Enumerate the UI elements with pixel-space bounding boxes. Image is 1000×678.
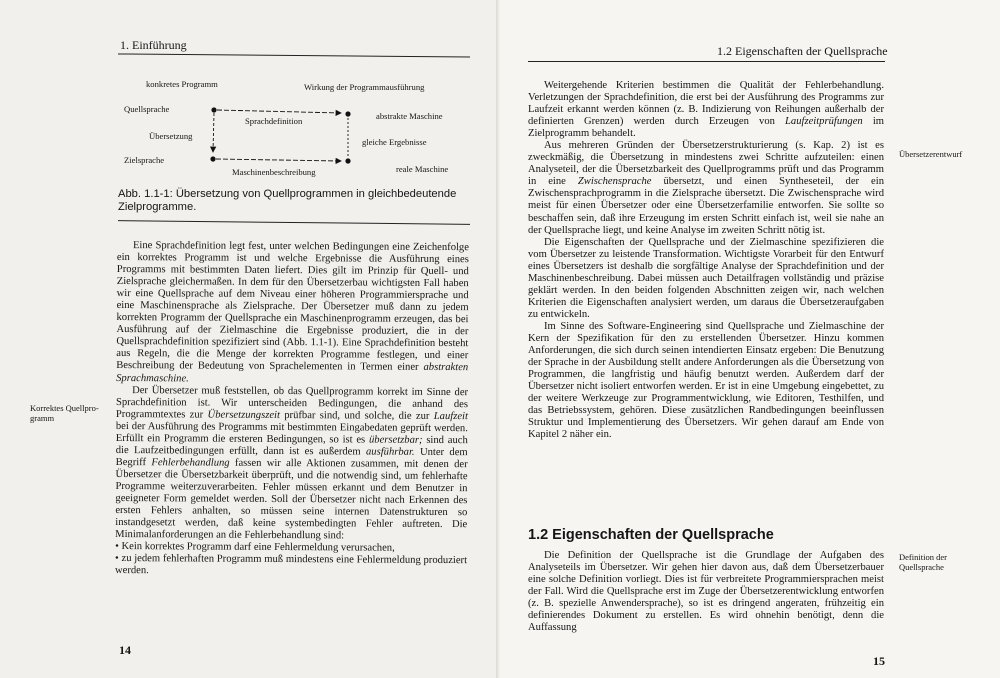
paragraph: Eine Sprachdefinition legt fest, unter welchen Bedingungen eine Zeichenfolge ein korrektes Programm ist und welche Ergebnisse die Ausführung eines Programms mit bestimmten Daten liefert. Dies gilt im Prinzip für Quell- und Zielsprache gleichermaßen. In dem für den Übersetzerbau wichtigsten Fall haben wir eine Quellsprache auf dem Niveau einer höheren Programmiersprache und eine Maschinensprache als Zielsprache. Der Übersetzer muß dann zu jedem korrekten Programm der Quellsprache ein Maschinenprogramm erzeugen, das bei Ausführung auf der Zielmaschine die Ergebnisse produziert, die in der Quellsprachdefinition spezifiziert sind (Abb. 1.1-1). Eine Sprachdefinition besteht aus Regeln, die die Menge der korrekten Programme festlegen, und einer Beschreibung der Bedeutung von Sprachelementen in Termen einer abstrakten Sprachmaschine. <box>116 240 469 384</box>
label-uebersetzung: Übersetzung <box>149 131 193 141</box>
label-quellsprache: Quellsprache <box>124 104 170 114</box>
paragraph: Weitergehende Kriterien bestimmen die Qualität der Fehlerbehandlung. Verletzungen der Sprachdefinition, die erst bei der Ausführung des Programms zur Laufzeit erkannt werden können (z. B. Indizierung von Reihungen außerhalb der definierten Grenzen) werden durch Erzeugen von Laufzeitprüfungen im Zielprogramm behandelt. <box>528 80 884 140</box>
margin-note-definition-quellsprache: Definition der Quellsprache <box>899 552 947 572</box>
label-reale-maschine: reale Maschine <box>396 164 449 174</box>
label-maschinenbeschreibung: Maschinenbeschreibung <box>232 167 316 177</box>
label-gleiche-ergebnisse: gleiche Ergebnisse <box>362 137 427 147</box>
left-page-number: 14 <box>119 643 131 657</box>
paragraph: Die Definition der Quellsprache ist die Grundlage der Aufgaben des Analyseteils im Übersetzer. Wir gehen hier davon aus, daß dem Übersetzerbauer eine solche Definition vorliegt. Dies ist für verbreitete Programmiersprachen meist der Fall. Wird die Quellsprache erst im Zuge der Übersetzerentwicklung entworfen (z. B. spezielle Anwendersprache), so ist es dringend angeraten, frühzeitig ein definierendes Dokument zu erstellen. Es wird ohnehin benötigt, denn die Auffassung <box>528 550 884 634</box>
paragraph: Der Übersetzer muß feststellen, ob das Quellprogramm korrekt im Sinne der Sprachdefinition ist. Wir unterscheiden Bedingungen, die anhand des Programmtextes zur Übersetzungszeit prüfbar sind, und solche, die zur Laufzeit bei der Ausführung des Programms mit bestimmten Eingabedaten geprüft werden. Erfüllt ein Programm die ersteren Bedingungen, so ist es übersetzbar; sind auch die Laufzeitbedingungen erfüllt, dann ist es außerdem ausführbar. Unter dem Begriff Fehlerbehandlung fassen wir alle Aktionen zusammen, mit denen der Übersetzer die Übersetzbarkeit überprüft, und die notwendig sind, um fehlerhafte Programme weiterzuverarbeiten. Fehler müssen erkannt und dem Benutzer in geeigneter Form gemeldet werden. Soll der Übersetzer nicht nach Erkennen des ersten Fehlers anhalten, so müssen seine internen Datenstrukturen so instandgesetzt werden, daß keine systembedingten Fehler auftreten. Die Minimalanforderungen an die Fehlerbehandlung sind: <box>115 384 469 542</box>
label-wirkung: Wirkung der Programmausführung <box>304 82 425 92</box>
right-body-text-bottom <box>528 550 884 634</box>
left-head-rule <box>118 53 470 57</box>
right-running-head: 1.2 Eigenschaften der Quellsprache <box>717 44 888 58</box>
node-zielprogramm <box>210 156 215 161</box>
label-abstrakte-maschine: abstrakte Maschine <box>376 111 443 121</box>
node-reale-ergebnis <box>345 158 350 163</box>
right-page <box>500 0 1000 678</box>
left-body-text <box>115 240 469 579</box>
figure-caption: Abb. 1.1-1: Übersetzung von Quellprogrammen in gleichbedeutende Zielprogramme. <box>118 188 457 213</box>
right-body-text-top <box>528 80 884 441</box>
left-running-head: 1. Einführung <box>120 38 187 52</box>
label-konkretes-programm: konkretes Programm <box>146 79 218 89</box>
list-item: • zu jedem fehlerhaften Programm muß mindestens eine Fehlermeldung produziert werden. <box>114 553 468 577</box>
margin-note-korrektes-quellprogramm: Korrektes Quellpro- gramm <box>30 403 99 423</box>
arrow-sprachdefinition <box>217 110 341 113</box>
paragraph: Im Sinne des Software-Engineering sind Quellsprache und Zielmaschine der Kern der Spezifikation für den zu erstellenden Übersetzer. Hinzu kommen Anforderungen, die sich durch seinen intendierten Einsatz ergeben: Die Benutzung der Sprache in der Ausbildung stellt andere Anforderungen als die Übersetzung von Programmen, die langfristig und häufig benutzt werden. Außerdem darf der Übersetzer nicht isoliert entworfen werden. Er ist in eine Umgebung eingebettet, zu der weitere Werkzeuge zur Programmentwicklung, wie Editoren, Testhilfen, und das Betriebssystem, gehören. Diese zusätzlichen Randbedingungen beeinflussen Struktur und Implementierung des Übersetzers. Wir gehen darauf am Ende von Kapitel 2 näher ein. <box>528 320 884 441</box>
list-item: • Kein korrektes Programm darf eine Fehlermeldung verursachen, <box>115 541 395 554</box>
right-page-number: 15 <box>873 654 885 668</box>
node-abstrakte-ergebnis <box>345 111 350 116</box>
node-quellprogramm <box>211 107 216 112</box>
margin-note-uebersetzerentwurf: Übersetzerentwurf <box>899 149 963 159</box>
requirements-list <box>115 541 467 579</box>
paragraph: Aus mehreren Gründen der Übersetzerstrukturierung (s. Kap. 2) ist es zweckmäßig, die Übersetzung in mindestens zwei Schritte aufzuteilen: einen Analyseteil, der die Übersetzbarkeit des Quellprogramms prüft und das Programm in eine Zwischensprache übersetzt, und einen Syntheseteil, der ein Zwischensprachprogramm in die Zielsprache übersetzt. Die Zwischensprache wird meist für einen Übersetzer oder eine Übersetzerfamilie entworfen. Sie sollte so beschaffen sein, daß ihre Erzeugung im ersten Schritt einfach ist, weil sie nahe an der Quellsprache liegt, und keine Analyse im zweiten Schritt nötig ist. <box>528 140 884 236</box>
section-heading: 1.2 Eigenschaften der Quellsprache <box>528 527 774 543</box>
figure-bottom-rule <box>118 220 470 225</box>
paragraph: Die Eigenschaften der Quellsprache und der Zielmaschine spezifizieren die vom Übersetzer zu leistende Transformation. Wichtigste Vorarbeit für den Entwurf eines Übersetzers ist deshalb die sorgfältige Analyse der Sprachdefinition und der Maschinenbeschreibung. Dabei müssen auch Detailfragen vollständig und präzise geklärt werden. In den beiden folgenden Abschnitten zeigen wir, nach welchen Kriterien die Eigenschaften analysiert werden, um daraus die Übersetzeraufgaben zu entwickeln. <box>528 236 884 320</box>
figure-diagram-arrows <box>200 100 370 170</box>
label-zielsprache: Zielsprache <box>124 155 165 165</box>
right-head-rule <box>528 61 885 62</box>
arrow-maschinenbeschreibung <box>216 159 341 161</box>
arrow-uebersetzung <box>213 113 214 152</box>
label-sprachdefinition: Sprachdefinition <box>245 116 303 126</box>
